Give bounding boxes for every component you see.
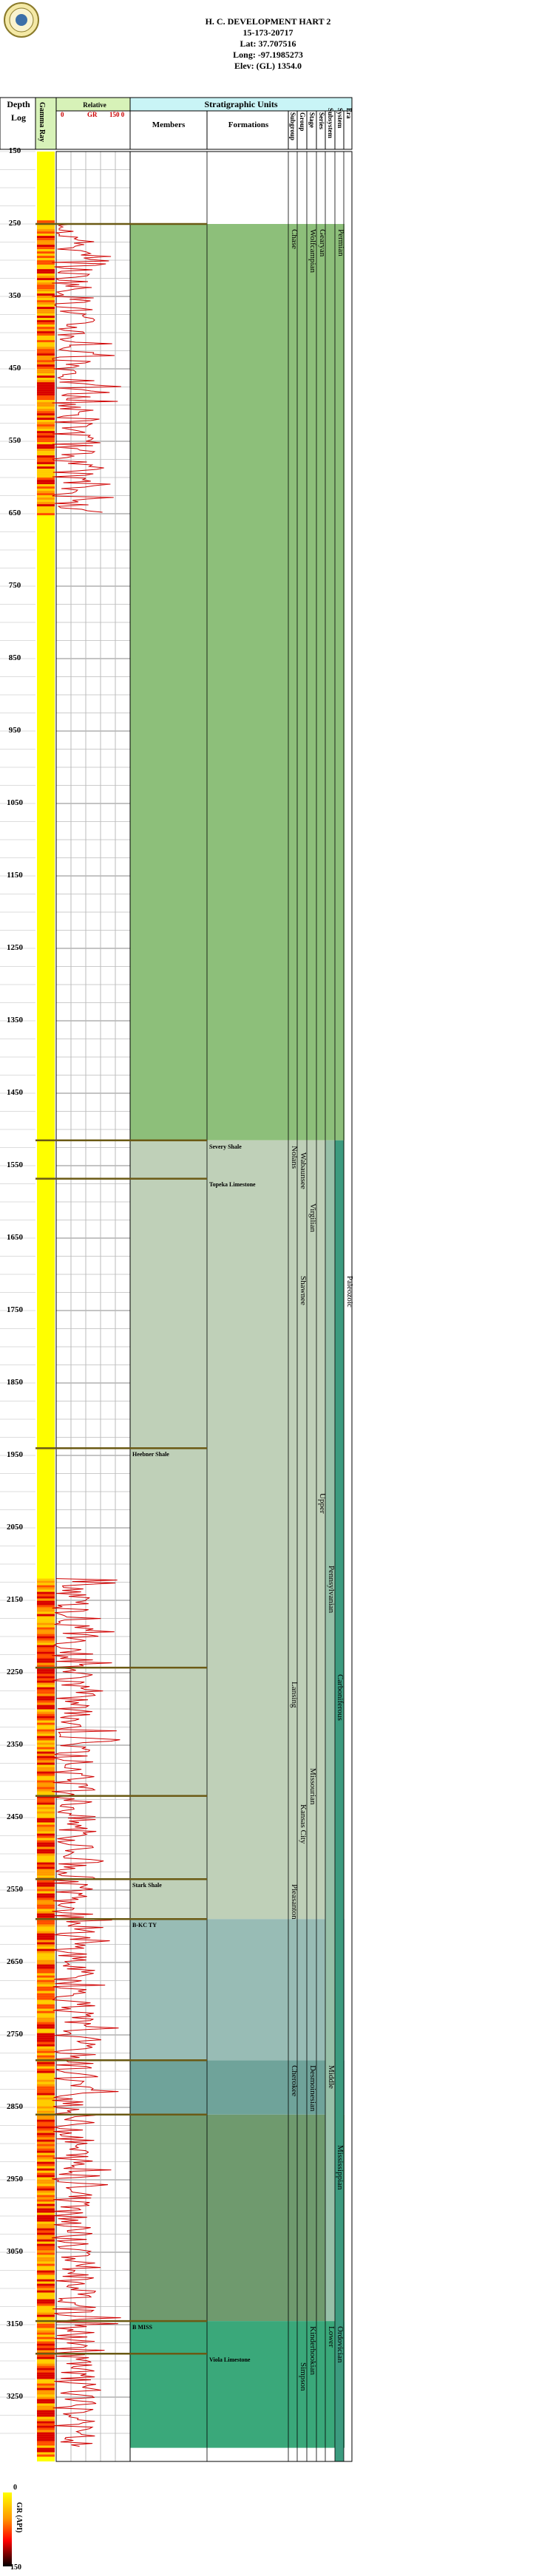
strat-fill [130, 224, 345, 1141]
legend-max: 150 [10, 2563, 21, 2572]
depth-tick-label: 550 [8, 436, 21, 445]
depth-tick-label: 350 [8, 291, 21, 300]
depth-tick-label: 3250 [7, 2392, 23, 2401]
depth-tick-label: 1650 [7, 1233, 23, 1242]
strat-label-carboniferous: Carboniferous [336, 1674, 345, 1721]
formation-label: B MISS [132, 2324, 152, 2331]
depth-tick-label: 1450 [7, 1088, 23, 1097]
depth-header: Depth [7, 99, 30, 109]
gr-scale-max: 150 0 [109, 111, 125, 118]
formation-label: Viola Limestone [209, 2356, 251, 2364]
formation-label: Topeka Limestone [209, 1180, 256, 1188]
strat-label-upper: Upper [318, 1493, 327, 1514]
depth-tick-label: 1150 [7, 871, 23, 880]
depth-tick-label: 250 [8, 219, 21, 228]
depth-tick-label: 1850 [7, 1378, 23, 1387]
well-name: H. C. DEVELOPMENT HART 2 [205, 16, 331, 27]
legend-title: GR (API) [15, 2502, 23, 2533]
formation-label: Heebner Shale [132, 1451, 169, 1458]
strat-label-kinderhookian: Kinderhookian [308, 2326, 317, 2375]
formations-header: Formations [228, 120, 269, 129]
strat-label-shawnee: Shawnee [299, 1276, 308, 1305]
depth-tick-label: 2250 [7, 1668, 23, 1676]
depth-tick-label: 3150 [7, 2320, 23, 2328]
strat-label-virgilian: Virgilian [308, 1203, 317, 1232]
log-header: Log [10, 112, 26, 123]
depth-tick-label: 2750 [7, 2030, 23, 2039]
depth-tick-label: 2150 [7, 1595, 23, 1604]
gamma-header: Gamma Ray [38, 102, 46, 143]
legend-bar [3, 2492, 12, 2566]
gr-curve [52, 224, 121, 512]
series-header: Series [318, 112, 325, 129]
members-header: Members [152, 120, 186, 129]
stage-header: Stage [308, 112, 316, 128]
depth-tick-label: 2350 [7, 1740, 23, 1749]
strat-label-pennsylvanian: Pennsylvanian [327, 1566, 336, 1614]
strat-label-simpson: Simpson [299, 2362, 308, 2391]
strat-label-cherokee: Cherokee [290, 2065, 299, 2097]
strat-label-nolans: Nolans [290, 1145, 299, 1169]
relative-header: Relative [83, 101, 106, 109]
depth-tick-label: 1950 [7, 1450, 23, 1459]
strat-label-kansas-city: Kansas City [299, 1804, 308, 1844]
formation-label: Severy Shale [209, 1143, 242, 1150]
era-header: Era [345, 108, 353, 119]
well-long: Long: -97.1985273 [233, 50, 303, 60]
subsystem-header: Subsystem [327, 108, 334, 139]
strat-label-desmoinesian: Desmoinesian [308, 2065, 317, 2112]
depth-tick-label: 1050 [7, 798, 23, 807]
strat-label-wolfcampian: Wolfcampian [308, 228, 317, 273]
depth-tick-label: 950 [8, 726, 21, 735]
depth-tick-label: 2550 [7, 1885, 23, 1894]
strat-fill [130, 2115, 345, 2321]
strat-label-chase: Chase [290, 228, 299, 249]
strat-label-middle: Middle [327, 2065, 336, 2089]
subsystem-strip [325, 1141, 335, 2321]
depth-tick-label: 1750 [7, 1305, 23, 1314]
strat-label-paleozoic: Paleozoic [345, 1276, 354, 1308]
subgroup-header: Subgroup [289, 112, 296, 140]
strat-label-pleasanton: Pleasanton [290, 1884, 299, 1920]
strat-label-ordovician: Ordovician [336, 2326, 345, 2363]
depth-tick-label: 1350 [7, 1016, 23, 1024]
depth-tick-label: 1550 [7, 1160, 23, 1169]
legend-min: 0 [13, 2484, 17, 2492]
well-api: 15-173-20717 [242, 27, 294, 38]
depth-tick-label: 750 [8, 581, 21, 590]
well-lat: Lat: 37.707516 [240, 38, 296, 49]
gr-scale-min: 0 [61, 111, 64, 118]
strat-label-lower: Lower [327, 2326, 336, 2348]
depth-tick-label: 150 [8, 146, 21, 155]
group-header: Group [299, 112, 306, 132]
strat-label-mississippian: Mississippian [336, 2145, 345, 2190]
formation-label: Stark Shale [132, 1882, 162, 1889]
strat-fill [130, 1919, 345, 2060]
strat-units-header: Stratigraphic Units [204, 99, 278, 109]
gr-scale-label: GR [87, 111, 98, 118]
depth-tick-label: 850 [8, 653, 21, 662]
depth-tick-label: 3050 [7, 2247, 23, 2256]
depth-tick-label: 2650 [7, 1957, 23, 1966]
depth-tick-label: 2950 [7, 2175, 23, 2184]
system-header: System [336, 108, 344, 129]
system-strip [335, 1141, 344, 2461]
depth-tick-label: 2450 [7, 1812, 23, 1821]
strat-label-missourian: Missourian [308, 1768, 317, 1805]
depth-tick-label: 450 [8, 364, 21, 373]
well-elev: Elev: (GL) 1354.0 [234, 61, 302, 71]
depth-tick-label: 2050 [7, 1523, 23, 1532]
formation-label: B-KC TY [132, 1922, 157, 1929]
depth-tick-label: 2850 [7, 2102, 23, 2111]
depth-tick-label: 650 [8, 509, 21, 517]
strat-label-wabaunsee: Wabaunsee [299, 1152, 308, 1190]
depth-tick-label: 1250 [7, 943, 23, 952]
strat-label-lansing: Lansing [290, 1681, 299, 1708]
strat-label-gearyan: Gearyan [318, 228, 327, 257]
strat-label-permian: Permian [336, 228, 345, 256]
